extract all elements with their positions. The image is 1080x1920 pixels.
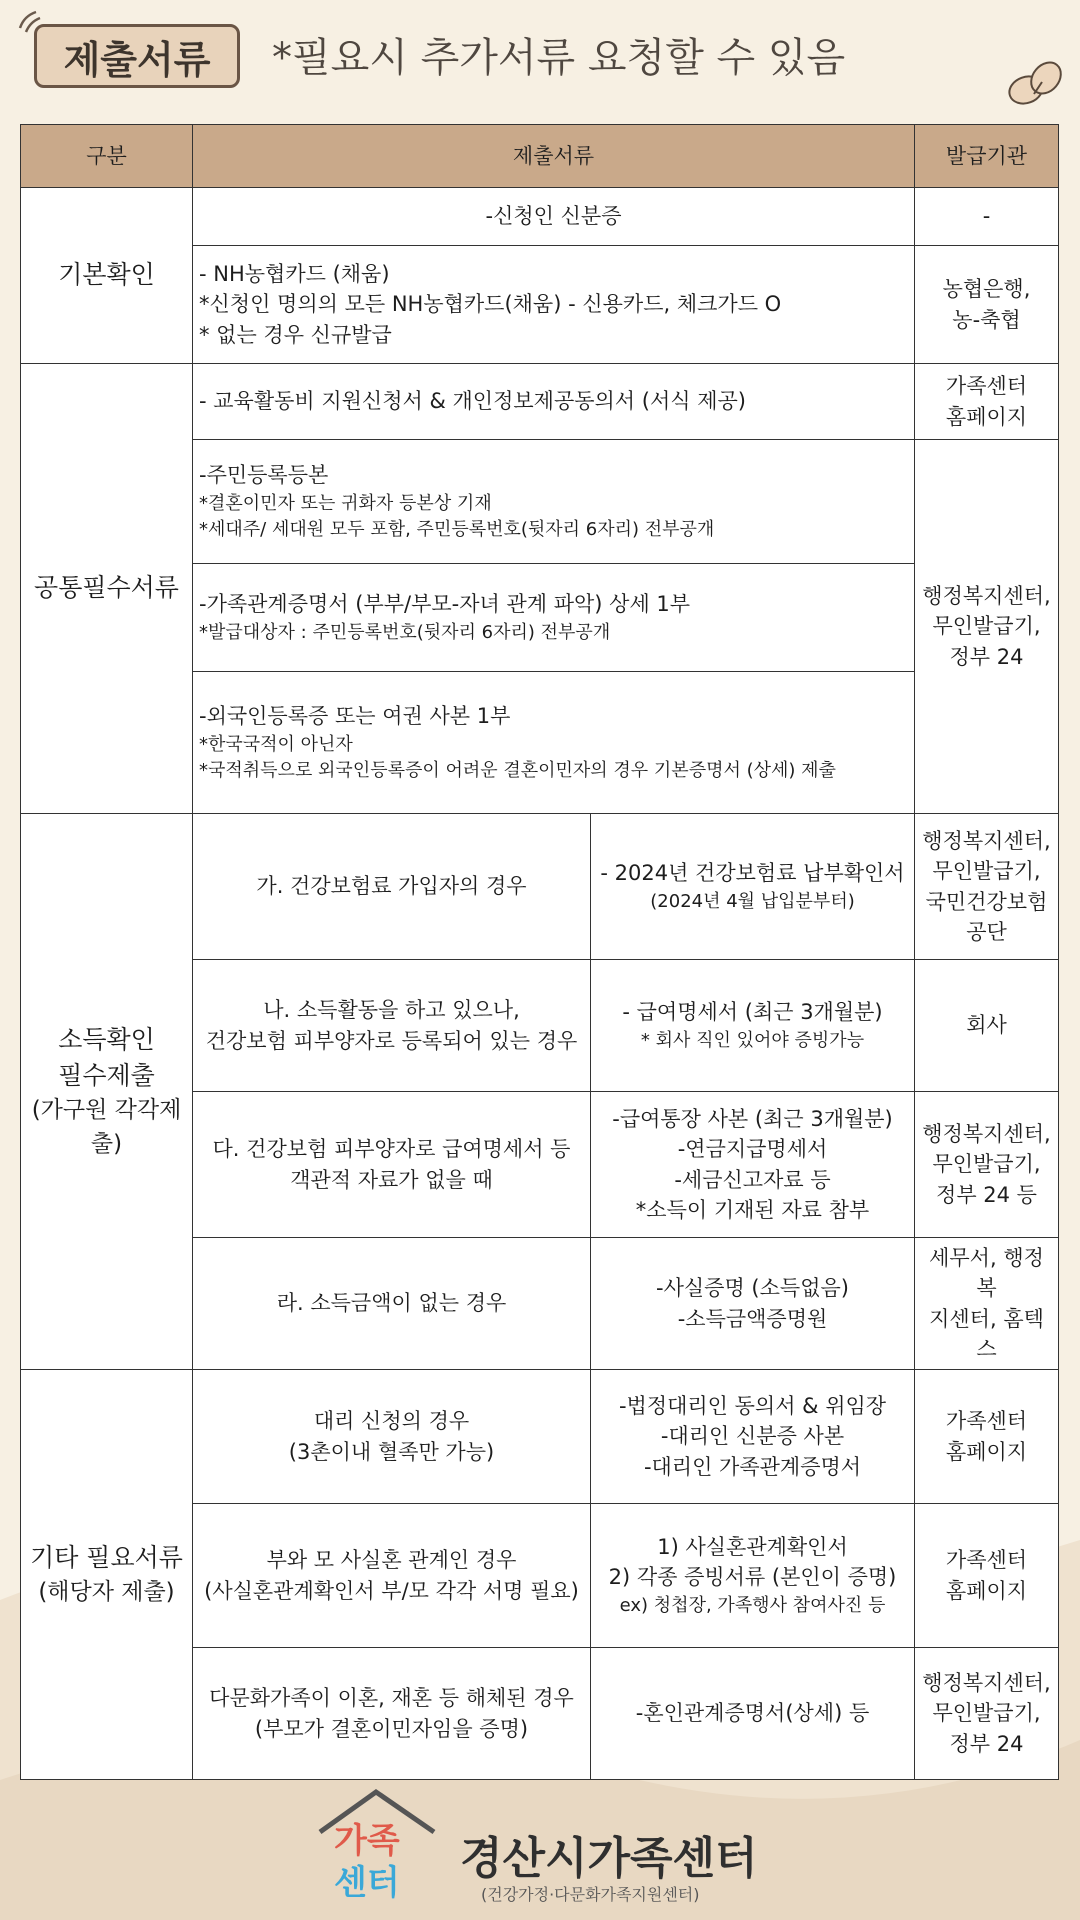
header-issuer: 발급기관 (915, 125, 1059, 188)
issuer-cell: - (915, 188, 1059, 246)
category-other: 기타 필요서류 (해당자 제출) (21, 1370, 193, 1780)
other-case: 대리 신청의 경우 (3촌이내 혈족만 가능) (193, 1370, 591, 1504)
doc-family-relation: -가족관계증명서 (부부/부모-자녀 관계 파악) 상세 1부 *발급대상자 : 주민등록번호(뒷자리 6자리) 전부공개 (193, 564, 915, 672)
page-header (0, 0, 1080, 120)
doc-foreigner-registration: -외국인등록증 또는 여권 사본 1부 *한국국적이 아닌자 *국적취득으로 외국인등록증이 어려운 결혼이민자의 경우 기본증명서 (상세) 제출 (193, 672, 915, 814)
issuer-cell: 행정복지센터, 무인발급기, 정부 24 (915, 1648, 1059, 1780)
header-category: 구분 (21, 125, 193, 188)
issuer-cell: 세무서, 행정복 지센터, 홈텍 스 (915, 1238, 1059, 1370)
income-docs: -사실증명 (소득없음) -소득금액증명원 (591, 1238, 915, 1370)
table-row (21, 1370, 1059, 1504)
issuer-cell: 회사 (915, 960, 1059, 1092)
category-income: 소득확인 필수제출 (가구원 각각제출) (21, 814, 193, 1370)
documents-table (20, 124, 1059, 1780)
income-case: 나. 소득활동을 하고 있으나, 건강보험 피부양자로 등록되어 있는 경우 (193, 960, 591, 1092)
issuer-cell: 농협은행, 농-축협 (915, 246, 1059, 364)
issuer-cell: 가족센터 홈페이지 (915, 364, 1059, 440)
issuer-cell: 행정복지센터, 무인발급기, 정부 24 (915, 440, 1059, 814)
table-row (21, 364, 1059, 440)
table-row (21, 188, 1059, 246)
issuer-cell: 행정복지센터, 무인발급기, 정부 24 등 (915, 1092, 1059, 1238)
header-documents: 제출서류 (193, 125, 915, 188)
other-docs: -법정대리인 동의서 & 위임장 -대리인 신분증 사본 -대리인 가족관계증명서 (591, 1370, 915, 1504)
logo-text: 경산시가족센터 (460, 1833, 758, 1884)
logo-mark-top: 가족 (334, 1821, 400, 1861)
category-common: 공통필수서류 (21, 364, 193, 814)
income-docs: - 급여명세서 (최근 3개월분) * 회사 직인 있어야 증빙가능 (591, 960, 915, 1092)
issuer-cell: 가족센터 홈페이지 (915, 1370, 1059, 1504)
table-row (21, 814, 1059, 960)
doc-resident-register: -주민등록등본 *결혼이민자 또는 귀화자 등본상 기재 *세대주/ 세대원 모두 포함, 주민등록번호(뒷자리 6자리) 전부공개 (193, 440, 915, 564)
issuer-cell: 가족센터 홈페이지 (915, 1504, 1059, 1648)
issuer-cell: 행정복지센터, 무인발급기, 국민건강보험 공단 (915, 814, 1059, 960)
page-title: 제출서류 (34, 24, 240, 88)
income-docs: -급여통장 사본 (최근 3개월분) -연금지급명세서 -세금신고자료 등 *소득이 기재된 자료 참부 (591, 1092, 915, 1238)
income-case: 가. 건강보험료 가입자의 경우 (193, 814, 591, 960)
table-header-row (21, 125, 1059, 188)
other-case: 부와 모 사실혼 관계인 경우 (사실혼관계확인서 부/모 각각 서명 필요) (193, 1504, 591, 1648)
doc-nh-card: - NH농협카드 (채움) *신청인 명의의 모든 NH농협카드(채움) - 신용카드, 체크가드 O * 없는 경우 신규발급 (193, 246, 915, 364)
logo-mark-bottom: 센터 (334, 1863, 400, 1903)
other-docs: -혼인관계증명서(상세) 등 (591, 1648, 915, 1780)
other-docs: 1) 사실혼관계확인서 2) 각종 증빙서류 (본인이 증명) ex) 청첩장, 가족행사 참여사진 등 (591, 1504, 915, 1648)
doc-application-form: - 교육활동비 지원신청서 & 개인정보제공동의서 (서식 제공) (193, 364, 915, 440)
income-case: 다. 건강보험 피부양자로 급여명세서 등 객관적 자료가 없을 때 (193, 1092, 591, 1238)
category-basic: 기본확인 (21, 188, 193, 364)
other-case: 다문화가족이 이혼, 재혼 등 해체된 경우 (부모가 결혼이민자임을 증명) (193, 1648, 591, 1780)
logo-subtext: (건강가정·다문화가족지원센터) (481, 1885, 700, 1904)
income-docs: - 2024년 건강보험료 납부확인서 (2024년 4월 납입분부터) (591, 814, 915, 960)
income-case: 라. 소득금액이 없는 경우 (193, 1238, 591, 1370)
doc-id-card: -신청인 신분증 (193, 188, 915, 246)
page-subtitle: *필요시 추가서류 요청할 수 있음 (272, 35, 846, 81)
